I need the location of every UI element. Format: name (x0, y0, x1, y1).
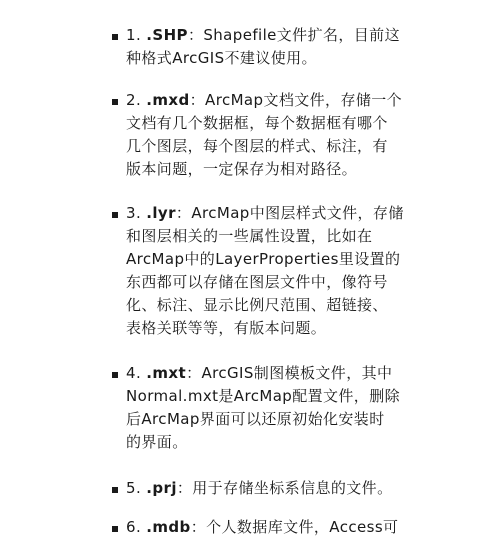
item-text-line: ：ArcMap中图层样式文件，存储 (175, 204, 404, 222)
item-text-line: 版本问题，一定保存为相对路径。 (126, 160, 358, 178)
bullet-icon (112, 526, 118, 532)
item-first-line (126, 477, 392, 500)
item-first-line (126, 516, 398, 539)
item-text-line: Normal.mxt是ArcMap配置文件，删除 (126, 387, 401, 405)
bullet-icon (112, 372, 118, 378)
bullet-icon (112, 487, 118, 493)
item-extension: .mdb (146, 518, 191, 536)
item-text-line: ：个人数据库文件，Access可 (190, 518, 399, 536)
item-text-line: ArcMap中的LayerProperties里设置的 (126, 250, 401, 268)
item-number: 5. (126, 479, 142, 497)
item-text-line: 和图层相关的一些属性设置，比如在 (126, 227, 373, 245)
item-text-line: ：ArcGIS制图模板文件，其中 (186, 364, 393, 382)
item-text-line: 文档有几个数据框，每个数据框有哪个 (126, 114, 388, 132)
item-number: 3. (126, 204, 142, 222)
item-text-line: 的界面。 (126, 433, 188, 451)
item-first-line (126, 202, 404, 225)
item-text-line: ：Shapefile文件扩名，目前这 (187, 26, 400, 44)
bullet-icon (112, 212, 118, 218)
item-text-line: 化、标注、显示比例尺范围、超链接、 (126, 296, 388, 314)
item-text-line: ：用于存储坐标系信息的文件。 (176, 479, 393, 497)
item-number: 6. (126, 518, 142, 536)
item-text-line: 东西都可以存储在图层文件中，像符号 (126, 273, 388, 291)
item-first-line (126, 89, 402, 112)
item-text-line: 几个图层，每个图层的样式、标注，有 (126, 137, 388, 155)
item-text-line: 后ArcMap界面可以还原初始化安装时 (126, 410, 385, 428)
bullet-icon (112, 34, 118, 40)
item-first-line (126, 24, 400, 47)
item-extension: .prj (146, 479, 177, 497)
item-extension: .SHP (146, 26, 188, 44)
item-number: 4. (126, 364, 142, 382)
item-first-line (126, 362, 392, 385)
item-text-line: 种格式ArcGIS不建议使用。 (126, 49, 317, 67)
item-extension: .mxt (146, 364, 187, 382)
bullet-icon (112, 99, 118, 105)
item-extension: .lyr (146, 204, 176, 222)
item-text-line: ：ArcMap文档文件，存储一个 (189, 91, 403, 109)
item-number: 1. (126, 26, 142, 44)
item-number: 2. (126, 91, 142, 109)
item-extension: .mxd (146, 91, 190, 109)
item-text-line: 表格关联等等，有版本问题。 (126, 319, 327, 337)
